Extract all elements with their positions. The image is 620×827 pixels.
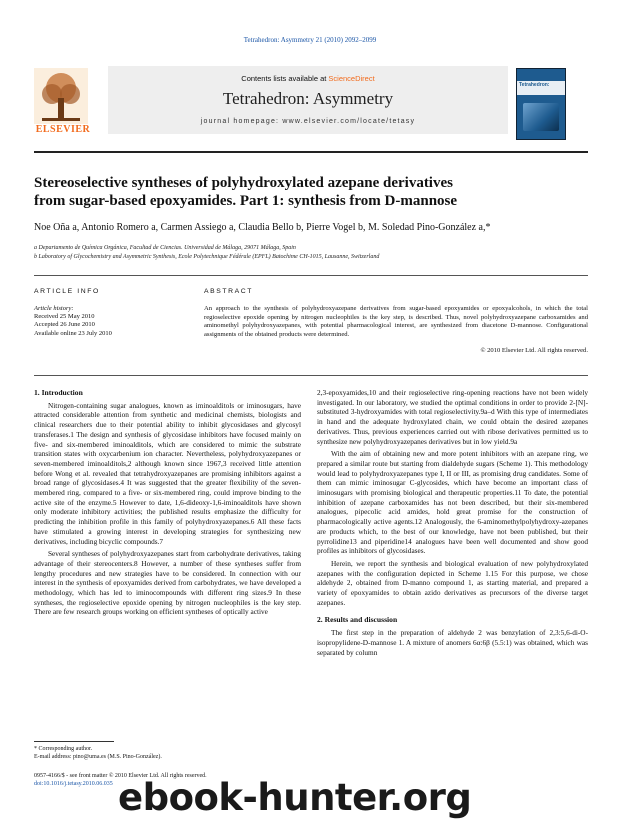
info-divider — [34, 275, 588, 276]
author-list: Noe Oña a, Antonio Romero a, Carmen Assiego a, Claudia Bello b, Pierre Vogel b, M. Soledad Pino-González a,* — [34, 222, 491, 233]
journal-title: Tetrahedron: Asymmetry — [222, 89, 394, 108]
title-line-1: Stereoselective syntheses of polyhydroxylated azepane derivatives — [34, 175, 453, 191]
footnote-divider — [34, 741, 114, 742]
article-info — [34, 288, 188, 338]
paragraph: Nitrogen-containing sugar analogues, known as iminoalditols or iminosugars, have attracted considerable attention from synthetic and medicinal chemists, biologists and clinical researchers due to their potential ability to inhibit glycosidases and glycosyl transferases.1 The design and synthesis of glycosidase inhibitors have focused mainly on five- and six-membered iminoalditols, which are considered to mimic the substrate transition states with oxycarbenium ion character. Nevertheless, polyhydroxyazepanes or seven-membered iminoalditols,2 although known since 1967,3 received little attention before Wong et al. revealed that tetrahydroxyazepanes are promising inhibitors against a broad range of glycosidases.4 It was suggested that the greater flexibility of the seven-membered ring, compared to a five- or six-membered ring, could improve binding to the active site of the enzyme.5 However to date, 1,6-dideoxy-1,6-iminoalditols have shown only moderate inhibitory activities; the published results emphasize the difficulty for predicting the inhibition profile in this family of polyhydroxyazepanes.6 All these facts have stimulated a growing interest in developing strategies for synthesizing new derivatives, including bicyclic compounds.7 — [34, 400, 301, 546]
received-date: Received 25 May 2010 — [34, 313, 95, 321]
journal-cover-image — [516, 68, 566, 140]
abstract-heading: ABSTRACT — [204, 288, 254, 295]
history-label: Article history: — [34, 305, 74, 312]
watermark: ebook-hunter.org — [118, 776, 472, 819]
contents-prefix: Contents lists available at — [241, 74, 329, 83]
title-line-2: from sugar-based epoxyamides. Part 1: synthesis from D-mannose — [34, 193, 458, 209]
accepted-date: Accepted 26 June 2010 — [34, 321, 95, 329]
affiliation-b: b Laboratory of Glycochemistry and Asymmetric Synthesis, Ecole Polytechnique Fédérale (EPFL) Batochime CH-1015, Lausanne, Switzerland — [34, 254, 380, 260]
paragraph: Herein, we report the synthesis and biological evaluation of new polyhydroxylated azepanes with the configuration depicted in Scheme 1.15 For this purpose, we chose aldehyde 2, obtained from D-manno compound 1, as starting material, and prepared a variety of epoxyamides to obtain azido derivatives as precursors of the diverse target azepanes. — [317, 558, 588, 607]
paragraph: The first step in the preparation of aldehyde 2 was benzylation of 2,3:5,6-di-O-isopropylidene-D-mannose 1. A mixture of anomers 6α:6β (5.5:1) was obtained, which was separated by column — [317, 628, 588, 657]
online-date: Available online 23 July 2010 — [34, 329, 112, 337]
article-history — [34, 305, 188, 338]
cover-title: Tetrahedron: — [519, 82, 550, 88]
sciencedirect-link[interactable]: ScienceDirect — [328, 74, 375, 83]
results-heading: 2. Results and discussion — [317, 615, 398, 625]
footnote — [34, 745, 301, 761]
paragraph: Several syntheses of polyhydroxyazepanes start from carbohydrate derivatives, taking advantage of their stereocenters.8 However, a number of these syntheses suffer from lengthy procedures and new strategies have to be considered. In connection with our interest in the synthesis of epoxyamides derived from carbohydrates, we have developed a methodology, which has led to iminocompounds with different ring sizes.9 In these syntheses, the regioselective epoxide opening by nitrogen nucleophiles is the key step. There are few research groups working on efficient syntheses of optically active — [34, 549, 301, 617]
contents-line — [108, 74, 508, 83]
abstract — [204, 288, 588, 354]
publisher-logo-text: ELSEVIER — [35, 124, 91, 135]
journal-banner — [34, 66, 588, 142]
header-divider — [34, 151, 588, 153]
abstract-copyright: © 2010 Elsevier Ltd. All rights reserved. — [480, 347, 588, 355]
journal-homepage[interactable]: journal homepage: www.elsevier.com/locate/tetasy — [200, 118, 416, 125]
affiliation-a: a Departamento de Química Orgánica, Facultad de Ciencias. Universidad de Málaga, 29071 Málaga, Spain — [34, 245, 296, 251]
body-column-right — [317, 388, 588, 660]
abstract-text: An approach to the synthesis of polyhydroxyazepane derivatives from sugar-based epoxyamides or epoxyalcohols, in which the total regioselective epoxide opening by nitrogen nucleophiles is the key step, is described. Thus, novel polyhydroxyazepane carboxamides and aminomethyl polyhydroxyazepanes, with potential pharmacological interest, are synthesized from diacetone D-mannose. Configurational assignments of the obtained products were determined. — [204, 305, 588, 338]
affiliations — [34, 244, 588, 262]
body-column-left — [34, 388, 301, 620]
paragraph: With the aim of obtaining new and more potent inhibitors with an azepane ring, we prepared a similar route but starting from dialdehyde sugars (Scheme 1). This methodology would lead to polyhydroxyazepanes type I, II or III, as promising drug candidates. Some of them can mimic iminosugar C-glycosides, which have become an important class of iminosugars with promising biological and therapeutic properties.11 To date, the potential inhibition of azepane carboxamides has not been described, but their six-membered analogues, pipecolic acid amides, hold great promise for the construction of pharmacologically active agents.12 Analogously, the 6-aminomethylpolyhydroxy-azepanes are products which, to the best of our knowledge, have not been published, but their pyrrolidine13 and piperidine14 analogues have been well documented and show good profiles as inhibitors of glycosidases. — [317, 449, 588, 556]
doi-link[interactable]: doi:10.1016/j.tetasy.2010.06.035 — [34, 781, 113, 787]
paragraph: 2,3-epoxyamides,10 and their regioselective ring-opening reactions have not been widely investigated. In our laboratory, we studied the optimal conditions in order to provide 2-[N]-substituted 3-hydroxyamides with total regioselectivity.9a–d With this type of intermediates in hand and the adequate hydroxylated chain, we could obtain the desired azepanes derivatives. Thus, previous experiences carried out with ribose derivatives permitted us to synthesize new polyhydroxyazepanes derivatives but in low yield.9a — [317, 388, 588, 446]
abstract-divider — [34, 375, 588, 376]
email-address[interactable]: E-mail address: pino@uma.es (M.S. Pino-González). — [34, 754, 162, 760]
intro-heading: 1. Introduction — [34, 388, 83, 397]
article-title — [34, 174, 588, 210]
masthead — [108, 66, 508, 134]
corresponding-author: * Corresponding author. — [34, 746, 93, 752]
article-info-heading: ARTICLE INFO — [34, 288, 100, 295]
issn-line: 0957-4166/$ - see front matter © 2010 Elsevier Ltd. All rights reserved. — [34, 773, 207, 779]
journal-citation[interactable]: Tetrahedron: Asymmetry 21 (2010) 2092–2099 — [243, 36, 377, 44]
